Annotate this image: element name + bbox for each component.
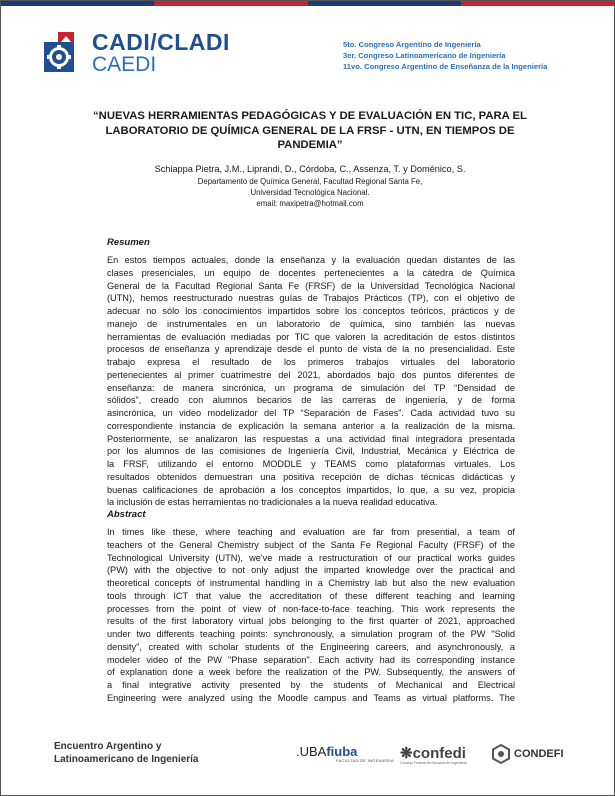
text-line: Engineering were analyzed using the Moodle campus and Teams as virtual platforms. The	[107, 692, 515, 703]
text-line: In times like these, where teaching and evaluation are far from presential, a team of	[107, 527, 515, 537]
gear-icon	[44, 30, 90, 74]
event-line: Latinoamericano de Ingeniería	[54, 753, 199, 765]
text-line: results of the first laboratory virtual jobs belonging to the first quarter of 2021, approached	[107, 616, 515, 627]
text-line: manejo de instrumentales en un laboratorio de química, sino también las nuevas	[107, 318, 515, 329]
text-line: teachers of the General Chemistry subject of the Santa Fe Regional Faculty (FRSF) of the	[107, 539, 515, 550]
text-line: sólidos”, creado con alumnos becarios de las carreras de ingeniería, y de forma	[107, 395, 515, 406]
abstract-body	[107, 526, 515, 705]
hexagon-icon	[492, 744, 510, 764]
title-line: PANDEMIA”	[277, 139, 343, 151]
brand-subtitle: CAEDI	[92, 53, 157, 76]
text-line: trabajo expresa el resultado de los primeros trabajos virtuales del laboratorio	[107, 357, 515, 367]
title-line: “NUEVAS HERRAMIENTAS PEDAGÓGICAS Y DE EVALUACIÓN EN TIC, PARA EL	[93, 110, 527, 122]
text-line: Posteriormente, se analizaron las respuestas a una actividad final integradora presentada	[107, 433, 515, 444]
title-line: LABORATORIO DE QUÍMICA GENERAL DE LA FRSF - UTN, EN TIEMPOS DE	[105, 124, 515, 137]
confedi-logo	[400, 744, 467, 765]
top-color-bar	[1, 1, 614, 6]
text-line: adecuar no sólo los conocimientos impartidos sobre los conceptos teóricos, prácticos y de	[107, 306, 515, 316]
event-line: Encuentro Argentino y	[54, 741, 162, 752]
congress-line: 11vo. Congreso Argentino de Enseñanza de la Ingeniería	[343, 62, 548, 71]
affiliation	[60, 177, 560, 209]
text-line: asincrónica, un video modelizador del TP “Separación de Fases”. Cada actividad tuvo su	[107, 408, 515, 418]
congress-line: 5to. Congreso Argentino de Ingeniería	[343, 40, 481, 49]
paper-title	[85, 109, 535, 153]
congress-line: 3er. Congreso Latinoamericano de Ingeniería	[343, 51, 506, 60]
event-name	[54, 741, 198, 766]
text-line: processes from the point of view of non-face-to-face teaching. This work represents the	[107, 603, 515, 614]
fiuba-subtitle: FACULTAD DE INGENIERÍA	[336, 758, 394, 763]
condefi-logo	[492, 744, 564, 764]
resumen-heading: Resumen	[107, 237, 150, 248]
text-line: modeler video of the PW "Phase separation". Each activity had its corresponding instance	[107, 654, 515, 665]
text-line: procesos de enseñanza y aprendizaje desde el punto de vista de la no presencialidad. Este	[107, 344, 515, 355]
text-line: por los alumnos de las comisiones de Ingeniería Civil, Industrial, Mecánica y Eléctrica de	[107, 446, 515, 457]
authors: Schiappa Pietra, J.M., Liprandi, D., Córdoba, C., Assenza, T. y Doménico, S.	[154, 164, 466, 174]
text-line: density", created with scholar students of the Engineering careers, and asynchronously, a	[107, 641, 515, 652]
text-line: En estos tiempos actuales, donde la enseñanza y la evaluación quedan distantes de las	[107, 255, 515, 265]
affiliation-line: Universidad Tecnológica Nacional.	[250, 187, 370, 197]
brand-logo	[92, 30, 230, 76]
text-line: la inclusión de estas herramientas no tradicionales a la nueva realidad educativa.	[107, 497, 438, 508]
text-line: la FRSF, utilizando el entorno MODDLE y TEAMS como plataformas virtuales. Los	[107, 459, 515, 469]
text-line: resultados obtenidos demuestran una positiva recepción de dichas técnicas didácticas y	[107, 471, 515, 482]
confedi-subtitle: Consejo Federal de Decanos de Ingeniería	[400, 761, 467, 765]
fiuba-logo	[296, 744, 394, 763]
text-line: correspondiente instancia de explicación la semana anterior a la realización de la misma.	[107, 420, 515, 431]
text-line: tools through ICT that value the accreditation of these different teaching and learning	[107, 590, 515, 601]
text-line: (PW) with the objective to not only adjust the imparted knowledge over the practical and	[107, 565, 515, 576]
text-line: clases presenciales, un equipo de docentes pertenecientes a la cátedra de Química	[107, 267, 515, 278]
fiuba-name: fiuba	[326, 744, 358, 759]
text-line: a final integrative activity presented by the students of Mechanical and Electrical	[107, 680, 515, 690]
uba-prefix: .UBA	[296, 744, 327, 759]
text-line: (UTN), hemos reestructurado nuestras guías de Trabajos Prácticos (TP), con el objetivo de	[107, 293, 515, 304]
abstract-heading: Abstract	[107, 509, 146, 520]
affiliation-line: Departamento de Química General, Facultad Regional Santa Fe,	[197, 177, 423, 186]
confedi-mark-icon: ❋	[400, 745, 413, 762]
condefi-name: CONDEFI	[514, 748, 564, 760]
confedi-name: confedi	[412, 745, 466, 762]
text-line: pertenecientes al primer cuatrimestre del 2021, abordados bajo dos puntos diferentes de	[107, 369, 515, 380]
brand-title: CADI/CLADI	[92, 29, 230, 55]
email-line: email: maxipetra@hotmail.com	[256, 198, 364, 208]
text-line: of explanation done a week before the realization of the PW. Subsequently, the answers of	[107, 667, 515, 678]
text-line: theoretical concepts of instrumental handling in a Chemistry lab but also the new evaluation	[107, 578, 515, 588]
text-line: herramientas de evaluación mediadas por TIC que valoren la acreditación de estos distintos	[107, 331, 515, 342]
resumen-body	[107, 254, 515, 509]
congress-list	[343, 39, 547, 72]
text-line: enseñanza: de manera sincrónica, un programa de simulación del TP “Densidad de	[107, 382, 515, 393]
text-line: under two differents teaching points: synchronously, a simulation program of the PW "Solid	[107, 629, 515, 639]
text-line: Technological University (UTN), we've made a restructuration of our practical works guides	[107, 552, 515, 563]
text-line: buenas calificaciones de aprobación a los conceptos impartidos, lo que, a su vez, propicia	[107, 484, 515, 495]
text-line: General de la Facultad Regional Santa Fe (FRSF) de la Universidad Tecnológica Nacional	[107, 280, 515, 291]
